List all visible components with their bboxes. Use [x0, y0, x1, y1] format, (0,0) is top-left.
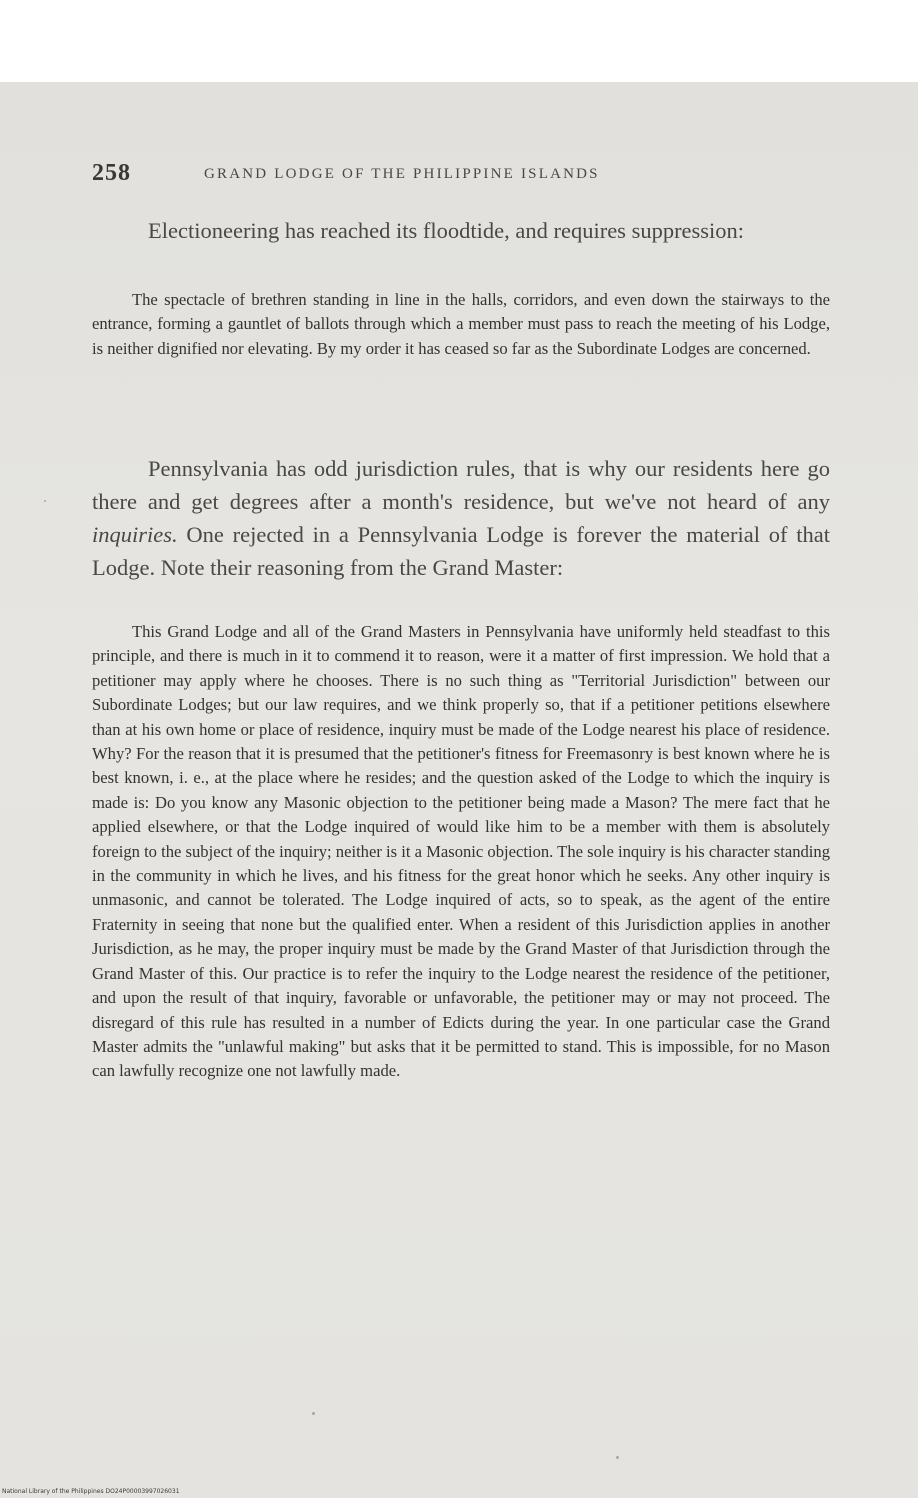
paper-speck: [616, 1456, 619, 1459]
page-header: [92, 160, 832, 190]
scan-credit: National Library of the Philippines DO24P00003997026031: [2, 1488, 180, 1495]
scan-top-margin: [0, 0, 918, 82]
quoted-paragraph-grand-master: This Grand Lodge and all of the Grand Masters in Pennsylvania have uniformly held steadfast to this principle, and there is much in it to commend it to reason, were it a matter of first impression. We hold that a petitioner may apply where he chooses. There is no such thing as "Territorial Jurisdiction" between our Subordinate Lodges; but our law requires, and we think properly so, that if a petitioner petitions elsewhere than at his own home or place of residence, inquiry must be made of the Lodge nearest his place of residence. Why? For the reason that it is presumed that the petitioner's fitness for Freemasonry is best known where he is best known, i. e., at the place where he resides; and the question asked of the Lodge to which the inquiry is made is: Do you know any Masonic objection to the petitioner being made a Mason? The mere fact that he applied elsewhere, or that the Lodge inquired of would like him to be a member with them is absolutely foreign to the subject of the inquiry; neither is it a Masonic objection. The sole inquiry is his character standing in the community in which he lives, and his fitness for the great honor which he seeks. Any other inquiry is unmasonic, and cannot be tolerated. The Lodge inquired of acts, so to speak, as the agent of the entire Fraternity in seeing that none but the qualified enter. When a resident of this Jurisdiction applies in another Jurisdiction, as he may, the proper inquiry must be made by the Grand Master of that Jurisdiction through the Grand Master of this. Our practice is to refer the inquiry to the Lodge nearest the residence of the petitioner, and upon the result of that inquiry, favorable or unfavorable, the petitioner may or may not proceed. The disregard of this rule has resulted in a number of Edicts during the year. In one particular case the Grand Master admits the "unlawful making" but asks that it be permitted to stand. This is impossible, for no Mason can lawfully recognize one not lawfully made.: [92, 622, 830, 1081]
italic-term: inquiries.: [92, 522, 178, 547]
intro-text-part: One rejected in a Pennsylvania Lodge is forever the material of that Lodge. Note their reasoning from the Grand Master:: [92, 522, 830, 580]
quoted-paragraph-spectacle: The spectacle of brethren standing in line in the halls, corridors, and even down the stairways to the entrance, forming a gauntlet of ballots through which a member must pass to reach the meeting of his Lodge, is neither dignified nor elevating. By my order it has ceased so far as the Subordinate Lodges are concerned.: [92, 290, 830, 358]
intro-text-part: Pennsylvania has odd jurisdiction rules, that is why our residents here go there and get degrees after a month's residence, but we've not heard of any: [92, 456, 830, 514]
intro-paragraph-pennsylvania: [92, 452, 830, 584]
page-number: 258: [92, 160, 131, 186]
paper-speck: [44, 500, 46, 502]
running-head: GRAND LODGE OF THE PHILIPPINE ISLANDS: [204, 166, 600, 182]
paper-speck: [312, 1412, 315, 1415]
intro-paragraph-electioneering: Electioneering has reached its floodtide, and requires suppression:: [148, 218, 745, 243]
